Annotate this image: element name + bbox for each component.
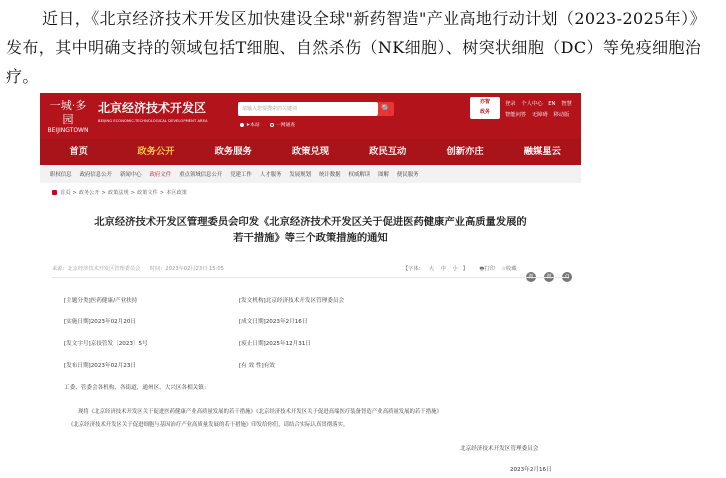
font-label: 【字体： 大 中 小 】 <box>403 266 468 272</box>
intro-paragraph <box>6 4 722 91</box>
subnav-item[interactable]: 党建工作 <box>230 172 252 178</box>
body-para2: 《北京经济技术开发区关于促进细胞与基因治疗产业高质量发展的若干措施》印发给你们，请结合实际认真贯彻落实。 <box>68 422 349 428</box>
crumb-item[interactable]: 首页 <box>60 190 71 196</box>
subnav-item[interactable]: 新闻中心 <box>119 172 142 178</box>
search-button[interactable]: 🔍 <box>378 102 394 116</box>
nav-interaction[interactable]: 政民互动 <box>369 146 407 157</box>
user-center-link[interactable]: 个人中心 <box>521 101 543 107</box>
intro-text: 近日，《北京经济技术开发区加快建设全球"新药智造"产业高地行动计划（2023-2025年）》发布，其中明确支持的领域包括T细胞、自然杀伤（NK细胞）、树突状细胞（DC）等免疫细胞治疗。 <box>6 9 706 86</box>
divider <box>52 277 569 278</box>
home-icon <box>52 190 57 195</box>
print-button[interactable]: 🖶打印 <box>479 266 495 272</box>
article-title <box>55 214 566 246</box>
scope-local-label: ➤本站 <box>246 123 260 128</box>
favorite-button[interactable]: ☆收藏 <box>501 266 517 272</box>
website-screenshot <box>40 93 581 478</box>
info-validity: [有 效 性]有效 <box>239 363 275 369</box>
title-line1: 北京经济技术开发区管理委员会印发《北京经济技术开发区关于促进医药健康产业高质量发展的 <box>94 216 527 228</box>
radio-dot-icon <box>270 123 274 127</box>
radio-dot-icon <box>240 123 244 127</box>
top-links <box>505 99 576 107</box>
accessibility-link[interactable]: 无障碍 <box>531 112 548 118</box>
english-link[interactable]: EN <box>548 101 556 107</box>
sub-nav <box>40 165 581 183</box>
article-meta <box>52 265 232 272</box>
subnav-item[interactable]: 统计数据 <box>318 172 341 178</box>
info-effective: [实施日期]2023年02月20日 <box>64 319 136 325</box>
subnav-item[interactable]: 图解 <box>378 172 389 178</box>
main-nav <box>40 139 581 165</box>
font-medium[interactable]: 中 <box>440 266 446 272</box>
info-issuer: [发文机构]北京经济技术开发区管理委员会 <box>239 298 345 304</box>
badge-line1: 亦智 <box>479 99 490 105</box>
yizhi-badge[interactable] <box>470 97 500 119</box>
nav-gov-services[interactable]: 政务服务 <box>214 146 252 157</box>
crumb-item[interactable]: 政策文件 <box>137 190 158 196</box>
site-name[interactable] <box>98 99 208 123</box>
share-buttons <box>526 263 575 282</box>
nav-innovation[interactable]: 创新亦庄 <box>446 146 484 157</box>
scope-all-label: 一网通查 <box>276 123 296 128</box>
login-link[interactable]: 登录 <box>505 101 516 107</box>
info-written: [成文日期]2023年2月16日 <box>239 319 308 325</box>
crumb-item[interactable]: 政务公开 <box>78 190 100 196</box>
article-tools <box>403 265 522 274</box>
nav-home[interactable]: 首页 <box>69 146 88 157</box>
subnav-item[interactable]: 发展规划 <box>289 172 311 178</box>
mobile-link[interactable]: 移动版 <box>553 112 570 118</box>
title-line2: 若干措施》等三个政策措施的通知 <box>233 232 388 244</box>
body-recipients: 工委、管委会各机构、各街道，通州区、大兴区各相关镇： <box>64 385 210 391</box>
info-subject: [主题分类]医药健康/产业扶持 <box>64 298 138 304</box>
subnav-item[interactable]: 人才服务 <box>259 172 282 178</box>
font-small[interactable]: 小 <box>452 266 458 272</box>
scope-all-radio[interactable] <box>270 121 295 128</box>
site-header <box>40 93 581 139</box>
body-date: 2023年2月16日 <box>510 467 552 473</box>
nav-gov-affairs-public[interactable]: 政务公开 <box>137 146 175 157</box>
badge-line2: 政务 <box>479 109 490 115</box>
info-expiry: [废止日期]2025年12月31日 <box>239 341 311 347</box>
subnav-item[interactable]: 便民服务 <box>396 172 419 178</box>
smart-qa-link[interactable]: 智能问答 <box>505 112 527 118</box>
info-publish: [发布日期]2023年02月23日 <box>64 363 136 369</box>
nav-media[interactable]: 融媒星云 <box>523 146 561 157</box>
nav-policy-fulfillment[interactable]: 政策兑现 <box>291 146 330 157</box>
subnav-item[interactable]: 权威解读 <box>348 172 371 178</box>
smart-link[interactable]: 智慧 <box>561 101 572 107</box>
search-input[interactable]: 请输入您要搜索的关键词 <box>238 102 378 116</box>
logo-mark: 一城·多园 <box>49 99 87 126</box>
crumb-item[interactable]: 政策法规 <box>107 190 129 196</box>
info-docnum: [发文字号]京技管发〔2023〕5号 <box>64 341 148 347</box>
logo-text: BEIJINGTOWN <box>47 127 89 134</box>
body-para1: 现将《北京经济技术开发区关于促进医药健康产业高质量发展的若干措施》《北京经济技术开发区关于促进高端医疗装备智造产业高质量发展的若干措施》 <box>78 409 442 415</box>
font-large[interactable]: 大 <box>428 266 434 272</box>
article-time: 时间：2023年02月23日 15:05 <box>149 266 224 272</box>
scope-local-radio[interactable] <box>240 121 260 128</box>
subnav-item[interactable]: 职权信息 <box>50 172 72 178</box>
breadcrumb: 首页 > 政务公开 > 政策法规 > 政策文件 > 本区政策 <box>52 189 187 196</box>
subnav-item-active[interactable]: 政府文件 <box>149 172 172 178</box>
body-signature: 北京经济技术开发区管理委员会 <box>460 446 539 452</box>
crumb-item[interactable]: 本区政策 <box>166 190 187 196</box>
site-name-cn: 北京经济技术开发区 <box>98 101 207 115</box>
subnav-item[interactable]: 重点领域信息公开 <box>179 172 223 178</box>
site-logo[interactable] <box>46 99 90 133</box>
subnav-item[interactable]: 政府信息公开 <box>79 172 112 178</box>
bottom-links <box>505 110 573 118</box>
article-source: 来源：北京经济技术开发区管理委员会 <box>52 266 141 272</box>
site-name-en: BEIJING ECONOMIC-TECHNOLOGICAL DEVELOPMENT AREA <box>98 119 208 123</box>
